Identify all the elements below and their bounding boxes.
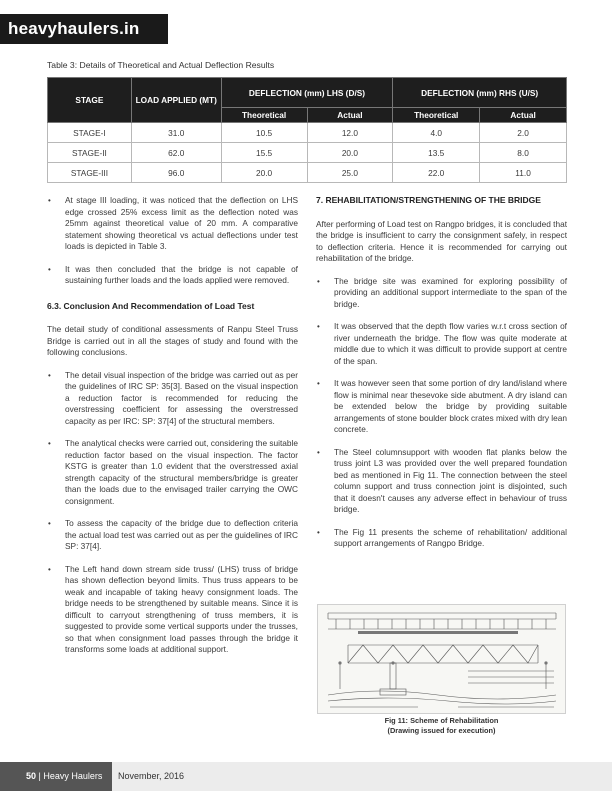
figure-caption [317, 716, 566, 736]
page-number-box [0, 762, 112, 791]
header-rhs: DEFLECTION (mm) RHS (U/S) [393, 78, 567, 108]
cell-rhs-actual: 11.0 [480, 163, 567, 183]
cell-load: 96.0 [131, 163, 221, 183]
header-stage: STAGE [48, 78, 132, 123]
cell-lhs-actual: 20.0 [307, 143, 393, 163]
cell-load: 62.0 [131, 143, 221, 163]
table-row [48, 163, 567, 183]
header-rhs-actual: Actual [480, 108, 567, 123]
cell-load: 31.0 [131, 123, 221, 143]
rehab-intro: After performing of Load test on Rangpo bridges, it is concluded that the bridge is insufficient to carry the consignment safely, in respect to deflection criteria. Hence it is recommended for carrying out rehabilitation of the bridge. [316, 218, 567, 263]
cell-rhs-theoretical: 13.5 [393, 143, 480, 163]
table-row [48, 123, 567, 143]
cell-lhs-theoretical: 10.5 [221, 123, 307, 143]
section-heading-6-3: 6.3. Conclusion And Recommendation of Load Test [47, 300, 255, 311]
page-footer [0, 762, 612, 791]
table-row [48, 143, 567, 163]
bullet-fig-11: • The Fig 11 presents the scheme of rehabilitation/ additional support arrangements of Rangpo Bridge. [316, 527, 567, 550]
rehabilitation-drawing [317, 604, 566, 714]
left-column [47, 195, 298, 656]
bullet-site-examined: • The bridge site was examined for exploring possibility of providing an additional support intermediate to the span of the bridge. [316, 276, 567, 311]
page-number: 50 [26, 771, 37, 781]
footer-separator: | [36, 771, 44, 781]
header-lhs: DEFLECTION (mm) LHS (D/S) [221, 78, 393, 108]
cell-rhs-theoretical: 4.0 [393, 123, 480, 143]
bullet-dry-island: • It was however seen that some portion of dry land/island where flow is minimal near thesevoke side abutment. A dry island can be extended below the bridge by providing suitable arrangements of stone boulder block crates mixed with dry lean concrete. [316, 378, 567, 436]
issue-date: November, 2016 [118, 771, 185, 781]
header-rhs-theoretical: Theoretical [393, 108, 480, 123]
bullet-stage-three: • At stage III loading, it was noticed that the deflection on LHS edge crossed 25% excess limit as the deflection noted was 25mm against theoretical value of 20 mm. A comparative statement showing theoretical vs actual deflections under test loads is depicted in Table 3. [47, 195, 298, 253]
header-lhs-theoretical: Theoretical [221, 108, 307, 123]
cell-lhs-actual: 25.0 [307, 163, 393, 183]
right-column [316, 195, 567, 550]
bullet-depth-flow: • It was observed that the depth flow varies w.r.t cross section of river underneath the bridge. The flow was quite moderate at middle due to which it was difficult to provide support at centre of the span. [316, 321, 567, 367]
section-heading-7: 7. REHABILITATION/STRENGTHENING OF THE BRIDGE [316, 195, 541, 205]
magazine-name: Heavy Haulers [43, 771, 103, 781]
cell-rhs-actual: 2.0 [480, 123, 567, 143]
cell-stage: STAGE-II [48, 143, 132, 163]
bullet-loads-removed: • It was then concluded that the bridge is not capable of sustaining further loads and the loads applied were removed. [47, 264, 298, 287]
cell-rhs-theoretical: 22.0 [393, 163, 480, 183]
conclusion-intro: The detail study of conditional assessments of Ranpu Steel Truss Bridge is carried out in all the stages of study and found with the following conclusions. [47, 324, 298, 357]
figure-caption-subtitle: (Drawing issued for execution) [387, 726, 496, 735]
truss-drawing-icon [318, 605, 565, 713]
bullet-analytical-checks: • The analytical checks were carried out, considering the suitable reduction factor based on the visual inspection. The factor KSTG is greater than 1.0 evident that the overstressed axial strength capacity of the structural members/bridge is greater than the loads due to the envisaged trailer carrying the OWC consignment. [47, 438, 298, 507]
cell-lhs-theoretical: 20.0 [221, 163, 307, 183]
header-lhs-actual: Actual [307, 108, 393, 123]
bullet-lhs-truss: • The Left hand down stream side truss/ (LHS) truss of bridge has shown deflection beyond limits. Thus truss appears to be weak and incapable of taking heavy consignment loads. The bridge needs to be strengthened by suitable means. Since it is difficult to carryout strengthening of truss members, it is suggested to provide some vertical supports under the trusses, so that when consignment load passes through the bridge it transforms some loads at additional support. [47, 564, 298, 656]
header-load: LOAD APPLIED (MT) [131, 78, 221, 123]
cell-stage: STAGE-III [48, 163, 132, 183]
cell-rhs-actual: 8.0 [480, 143, 567, 163]
cell-lhs-theoretical: 15.5 [221, 143, 307, 163]
bullet-load-test: • To assess the capacity of the bridge due to deflection criteria the actual load test was carried out as per the guidelines of IRC SP: 37[4]. [47, 518, 298, 553]
bullet-visual-inspection: • The detail visual inspection of the bridge was carried out as per the guidelines of IRC SP: 35[3]. Based on the visual inspection a reduction factor is recommended for reducing the overstressing coefficient for assessing the overstressed capacity as per IRC: SP: 37[4] of the structural members. [47, 370, 298, 428]
cell-stage: STAGE-I [48, 123, 132, 143]
cell-lhs-actual: 12.0 [307, 123, 393, 143]
table-caption: Table 3: Details of Theoretical and Actual Deflection Results [47, 60, 275, 70]
bullet-steel-column: • The Steel columnsupport with wooden flat planks below the truss joint L3 was provided over the well prepared foundation bed as mentioned in Fig 11. The connection between the steel column support and truss connection joint is disjointed, such that it doesn't causes any adverse effect in behaviour of truss bridge. [316, 447, 567, 516]
brand-logo: heavyhaulers.in [0, 14, 168, 44]
figure-caption-title: Fig 11: Scheme of Rehabilitation [384, 716, 499, 725]
deflection-table [47, 77, 567, 183]
